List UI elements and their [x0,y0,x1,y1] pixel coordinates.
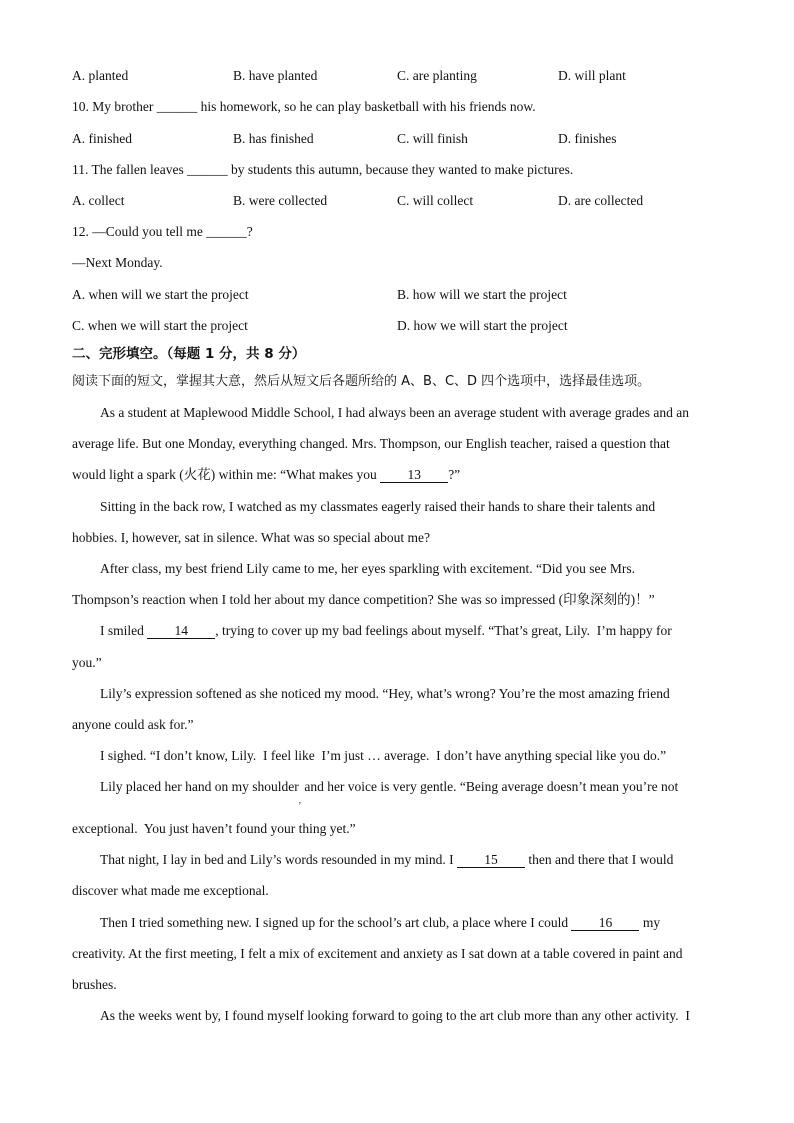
section-heading: 二、完形填空。（每题 1 分，共 8 分） [72,346,306,362]
option-a: A. finished [72,131,132,146]
option-d: D. finishes [558,131,617,146]
section-instructions: 阅读下面的短文，掌握其大意，然后从短文后各题所给的 A、B、C、D 四个选项中，选择最佳选项。 [72,374,651,389]
passage-line: hobbies. I, however, sat in silence. What was so special about me? [72,530,430,545]
option-a: A. when will we start the project [72,287,249,302]
stray-comma: , [298,795,301,805]
line-text: Then I tried something new. I signed up for the school’s art club, a place where I could [100,915,572,930]
line-text: and her voice is very gentle. “Being average doesn’t mean you’re not [300,779,679,794]
passage-line: As the weeks went by, I found myself looking forward to going to the art club more than any other activity. I [100,1008,690,1023]
q11-options [0,193,794,209]
q12-reply: —Next Monday. [72,255,163,270]
option-b: B. how will we start the project [397,287,567,302]
line-text: would light a spark (火花) within me: “What makes you [72,467,381,482]
option-b: B. were collected [233,193,328,208]
q10-options [0,131,794,147]
passage-line [100,915,660,931]
passage-line: exceptional. You just haven’t found your thing yet.” [72,821,356,836]
passage-line [72,467,460,483]
option-d: D. will plant [558,68,626,83]
blank-14: 14 [147,624,215,639]
line-text: ?” [448,467,461,482]
q9-options [0,68,794,84]
option-b: B. have planted [233,68,318,83]
passage-line [100,623,672,639]
passage-line: brushes. [72,977,117,992]
blank-16: 16 [571,916,639,931]
passage-line: Sitting in the back row, I watched as my classmates eagerly raised their hands to share their talents and [100,499,656,514]
option-c: C. will finish [397,131,468,146]
passage-line: Lily’s expression softened as she noticed my mood. “Hey, what’s wrong? You’re the most amazing friend [100,686,670,701]
q12-options-row-2 [0,318,794,334]
passage-line: As a student at Maplewood Middle School, I had always been an average student with average grades and an [100,405,689,420]
blank-15: 15 [457,853,525,868]
passage-line: you.” [72,655,102,670]
passage-line: discover what made me exceptional. [72,883,269,898]
option-d: D. are collected [558,193,644,208]
passage-line: After class, my best friend Lily came to me, her eyes sparkling with excitement. “Did you see Mrs. [100,561,635,576]
option-a: A. planted [72,68,129,83]
passage-line: Thompson’s reaction when I told her about my dance competition? She was so impressed (印象深刻的)！” [72,592,655,607]
q11-stem: 11. The fallen leaves ______ by students this autumn, because they wanted to make pictures. [72,162,574,177]
option-a: A. collect [72,193,125,208]
q12-stem: 12. —Could you tell me ______? [72,224,253,239]
line-text: Lily placed her hand on my shoulder [100,779,299,794]
passage-line [100,779,679,805]
q10-stem: 10. My brother ______ his homework, so he can play basketball with his friends now. [72,99,536,114]
line-text: I smiled [100,623,148,638]
option-c: C. when we will start the project [72,318,248,333]
line-text: That night, I lay in bed and Lily’s words resounded in my mind. I [100,852,457,867]
option-d: D. how we will start the project [397,318,568,333]
passage-line: I sighed. “I don’t know, Lily. I feel like I’m just … average. I don’t have anything special like you do.” [100,748,667,763]
line-text: my [639,915,661,930]
line-text: , trying to cover up my bad feelings about myself. “That’s great, Lily. I’m happy for [215,623,672,638]
passage-line: average life. But one Monday, everything changed. Mrs. Thompson, our English teacher, raised a question that [72,436,670,451]
option-c: C. will collect [397,193,474,208]
blank-13: 13 [380,468,448,483]
passage-line [100,852,673,868]
option-b: B. has finished [233,131,314,146]
q12-options-row-1 [0,287,794,303]
option-c: C. are planting [397,68,477,83]
line-text: then and there that I would [524,852,674,867]
passage-line: anyone could ask for.” [72,717,194,732]
passage-line: creativity. At the first meeting, I felt a mix of excitement and anxiety as I sat down at a table covered in paint and [72,946,683,961]
